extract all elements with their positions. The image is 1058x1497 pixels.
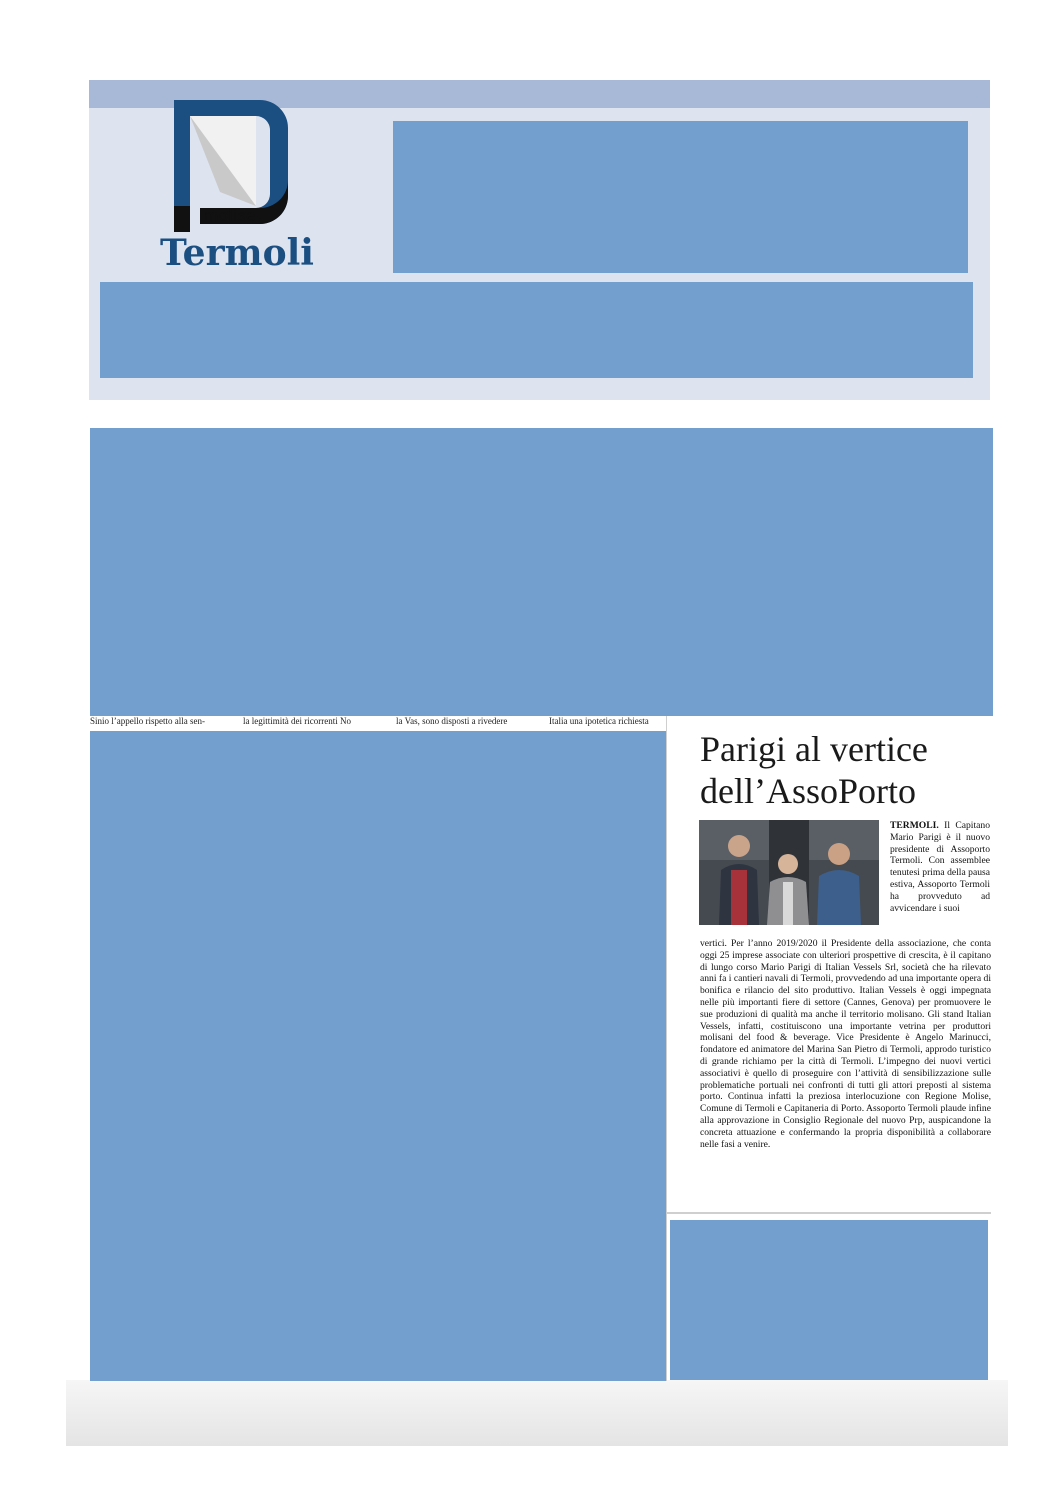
article-photo: [699, 820, 879, 925]
three-men-photo-icon: [699, 820, 879, 925]
column-start-text: Italia una ipotetica richiesta: [549, 716, 649, 726]
brand-word: molise: [204, 206, 257, 225]
redacted-block: [393, 121, 968, 273]
column-start-text: Sinio l’appello rispetto alla sen-: [90, 716, 205, 726]
article-lead-text: Il Capitano Mario Parigi è il nuovo presidente di Assoporto Termoli. Con assemblee tenutesi prima della pausa estiva, Assoporto Termoli ha provveduto ad avvicendare i suoi: [890, 820, 990, 914]
article-divider: [666, 1212, 991, 1214]
article-title: Parigi al vertice dell’AssoPorto: [700, 729, 928, 811]
column-start-text: la Vas, sono disposti a rivedere: [396, 716, 508, 726]
article-kicker: TERMOLI.: [890, 820, 939, 831]
redacted-block: [100, 282, 973, 378]
column-start-text: la legittimità dei ricorrenti No: [243, 716, 351, 726]
edition-city: Termoli: [160, 232, 314, 274]
article-body: vertici. Per l’anno 2019/2020 il Presidente della associazione, che conta oggi 25 imprese associate con ulteriori prospettive di crescita, è il capitano di lungo corso Mario Parigi di Italian Vessels Srl, società che ha rilevato anni fa i cantieri navali di Termoli, provvedendo ad una importante opera di bonifica e rilancio del sito produttivo. Italian Vessels è oggi impegnata nelle più importanti fiere di settore (Cannes, Genova) per promuovere le sue produzioni di qualità ma anche il territorio molisano. Gli stand Italian Vessels, infatti, costituiscono una importante vetrina per produttori molisani del food & beverage. Vice Presidente è Angelo Marinucci, fondatore ed animatore del Marina San Pietro di Termoli, approdo turistico di grande richiamo per la città di Termoli. L’impegno dei nuovi vertici associativi è quello di proseguire con l’attività di sensibilizzazione sulle problematiche portuali nei confronti di tutti gli attori preposti al sistema porto. Continua infatti la preziosa interlocuzione con Regione Molise, Comune di Termoli e Capitaneria di Porto. Assoporto Termoli plaude infine alla approvazione in Consiglio Regionale del nuovo Prp, auspicandone la concreta attuazione e confermando la propria disponibilità a collaborare nelle fasi a venire.: [700, 938, 991, 1150]
article-lead: [890, 820, 990, 914]
redacted-block: [670, 1220, 988, 1380]
page-bottom-shadow: [66, 1380, 1008, 1446]
redacted-block: [90, 428, 993, 716]
column-rule: [666, 716, 667, 1381]
redacted-block: [90, 731, 666, 1381]
